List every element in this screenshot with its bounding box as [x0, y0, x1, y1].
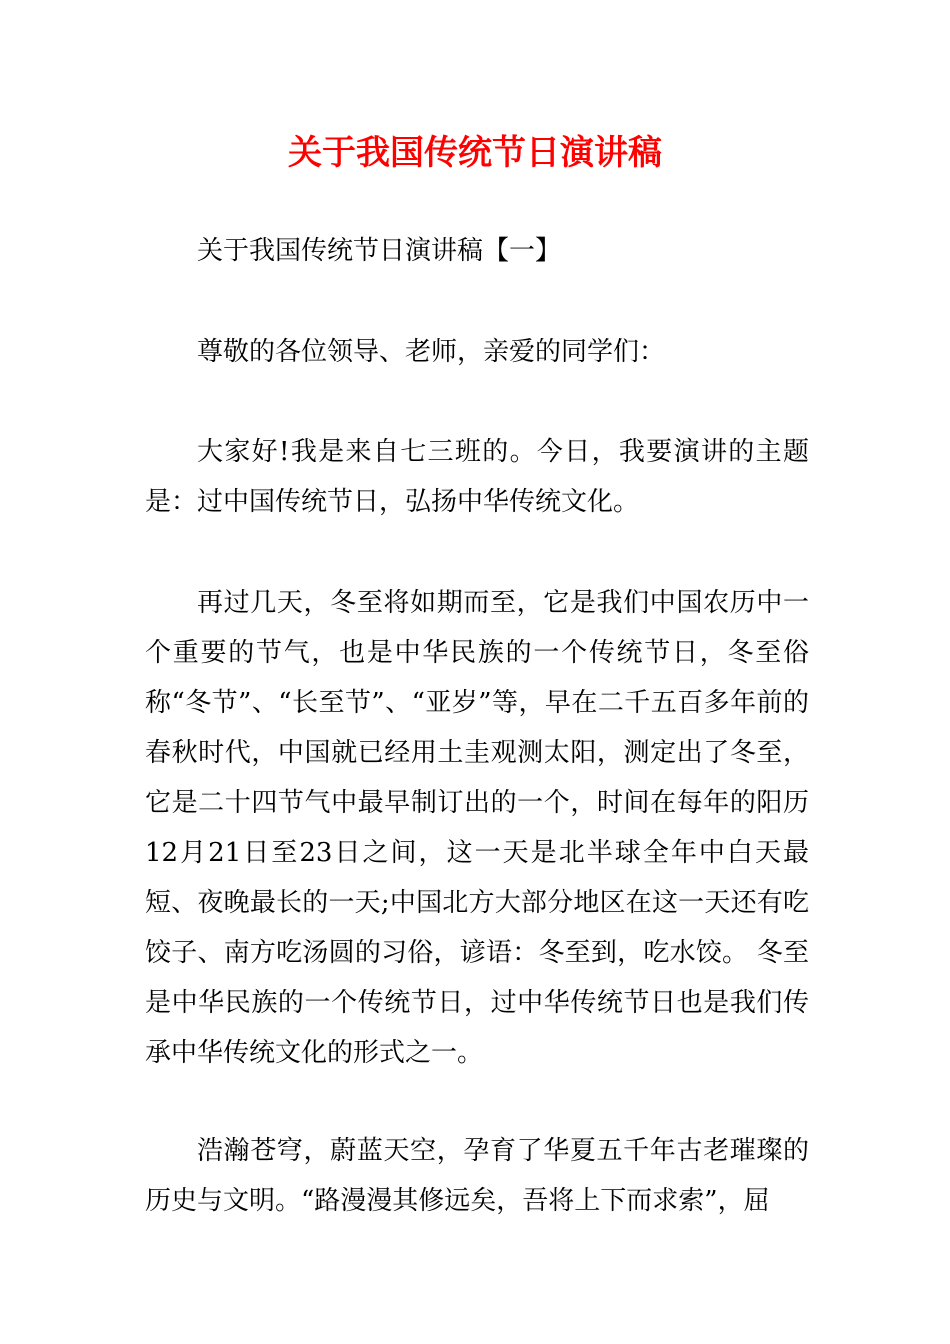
dongzhi-paragraph: 再过几天，冬至将如期而至，它是我们中国农历中一个重要的节气，也是中华民族的一个传统节日，冬至俗称“冬节”、“长至节”、“亚岁”等，早在二千五百多年前的春秋时代，中国就已经用土圭观测太阳，测定出了冬至，它是二十四节气中最早制订出的一个，时间在每年的阳历12月21日至23日之间，这一天是北半球全年中白天最短、夜晚最长的一天;中国北方大部分地区在这一天还有吃饺子、南方吃汤圆的习俗，谚语：冬至到，吃水饺。 冬至是中华民族的一个传统节日，过中华传统节日也是我们传承中华传统文化的形式之一。: [145, 588, 809, 1068]
haohan-paragraph: 浩瀚苍穹，蔚蓝天空，孕育了华夏五千年古老璀璨的历史与文明。“路漫漫其修远矣，吾将上下而求索”，屈: [145, 1136, 809, 1216]
intro-paragraph: 大家好!我是来自七三班的。今日，我要演讲的主题是：过中国传统节日，弘扬中华传统文化。: [145, 437, 809, 517]
document-title: 关于我国传统节日演讲稿: [288, 133, 662, 173]
greeting-paragraph: 尊敬的各位领导、老师，亲爱的同学们：: [197, 337, 666, 367]
section-heading: 关于我国传统节日演讲稿【一】: [197, 236, 562, 266]
